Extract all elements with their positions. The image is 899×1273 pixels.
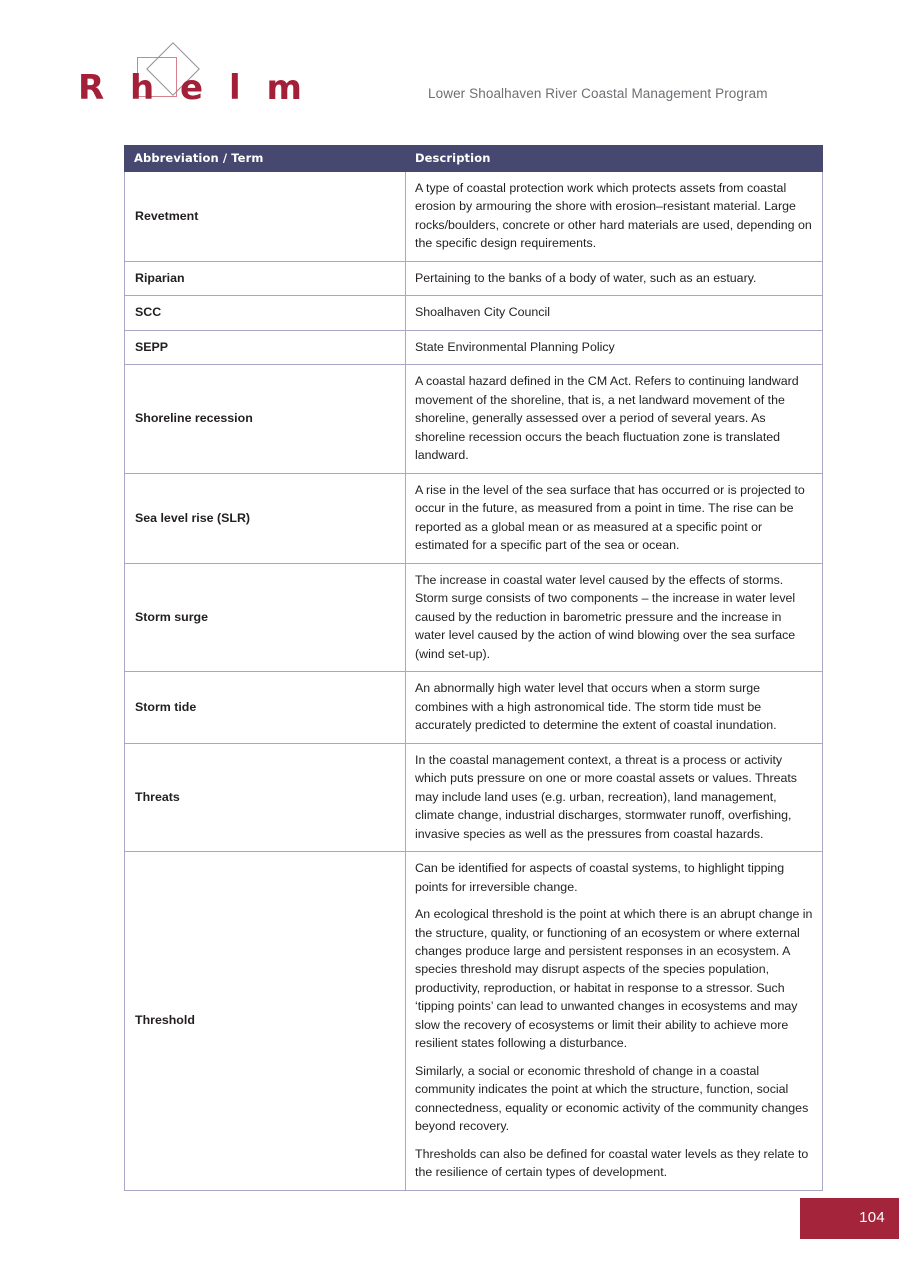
description-paragraph: Shoalhaven City Council: [415, 305, 550, 320]
page-header: [0, 0, 899, 135]
table-row: [125, 743, 823, 851]
term-cell: Threats: [125, 743, 406, 851]
rhelm-logo: [78, 45, 309, 115]
table-row: [125, 261, 823, 295]
term-cell: SEPP: [125, 330, 406, 364]
table-row: [125, 852, 823, 1191]
table-row: [125, 172, 823, 262]
description-paragraph: Pertaining to the banks of a body of water, such as an estuary.: [415, 270, 757, 285]
description-paragraph: A rise in the level of the sea surface that has occurred or is projected to occur in the future, as measured from a point in time. The rise can be reported as a global mean or as measured at a specific point or estimated for a specific part of the sea or ocean.: [415, 482, 805, 553]
description-paragraph: An abnormally high water level that occurs when a storm surge combines with a high astronomical tide. The storm tide must be accurately predicted to determine the extent of coastal inundation.: [415, 681, 777, 733]
table-row: [125, 563, 823, 671]
description-paragraph: Similarly, a social or economic threshold of change in a coastal community indicates the point at which the structure, function, social connectedness, equality or economic activity of the community changes beyond recovery.: [415, 1063, 809, 1134]
description-cell: [406, 672, 823, 743]
column-header-term: Abbreviation / Term: [125, 146, 406, 172]
description-cell: [406, 330, 823, 364]
table-header-row: [125, 146, 823, 172]
description-cell: [406, 296, 823, 330]
term-cell: Storm surge: [125, 563, 406, 671]
table-row: [125, 296, 823, 330]
logo-wordmark: R h e l m: [78, 68, 309, 108]
table-row: [125, 330, 823, 364]
table-body: [125, 172, 823, 1191]
term-cell: Storm tide: [125, 672, 406, 743]
column-header-description: Description: [406, 146, 823, 172]
term-cell: Threshold: [125, 852, 406, 1191]
description-paragraph: The increase in coastal water level caused by the effects of storms. Storm surge consists of two components – the increase in water level caused by the reduction in barometric pressure and the increase in water level caused by the action of wind blowing over the sea surface (wind set-up).: [415, 572, 796, 661]
table-row: [125, 473, 823, 563]
term-cell: SCC: [125, 296, 406, 330]
table-row: [125, 365, 823, 473]
description-paragraph: A type of coastal protection work which protects assets from coastal erosion by armouring the shore with erosion–resistant material. Large rocks/boulders, concrete or other hard materials are used, depending on the specific design requirements.: [415, 181, 812, 251]
description-paragraph: State Environmental Planning Policy: [415, 339, 615, 354]
description-cell: [406, 261, 823, 295]
table-row: [125, 672, 823, 743]
description-cell: [406, 473, 823, 563]
description-paragraph: An ecological threshold is the point at which there is an abrupt change in the structure, quality, or functioning of an ecosystem or where external changes produce large and persistent responses in an ecosystem. A species threshold may disrupt aspects of the species population, productivity, reproduction, or habitat in response to a stressor. Such ‘tipping points’ can lead to unwanted changes in ecosystems and may slow the recovery of ecosystems or limit their ability to achieve more resilient states following a disturbance.: [415, 907, 813, 1051]
description-cell: [406, 743, 823, 851]
description-cell: [406, 852, 823, 1191]
document-title: Lower Shoalhaven River Coastal Management Program: [428, 86, 768, 101]
description-cell: [406, 563, 823, 671]
term-cell: Revetment: [125, 172, 406, 262]
description-cell: [406, 365, 823, 473]
page-number: 104: [859, 1209, 885, 1226]
description-paragraph: A coastal hazard defined in the CM Act. Refers to continuing landward movement of the shoreline, that is, a net landward movement of the shoreline, generally assessed over a period of several years. As shoreline recession occurs the beach fluctuation zone is translated landward.: [415, 374, 799, 463]
term-cell: Riparian: [125, 261, 406, 295]
term-cell: Shoreline recession: [125, 365, 406, 473]
description-paragraph: Can be identified for aspects of coastal systems, to highlight tipping points for irreversible change.: [415, 861, 785, 894]
table-head: [125, 146, 823, 172]
page-number-box: [800, 1198, 899, 1239]
glossary-table: [124, 145, 823, 1191]
description-paragraph: Thresholds can also be defined for coastal water levels as they relate to the resilience of certain types of development.: [415, 1146, 809, 1180]
description-cell: [406, 172, 823, 262]
description-paragraph: In the coastal management context, a threat is a process or activity which puts pressure on one or more coastal assets or values. Threats may include land uses (e.g. urban, recreation), land management, climate change, industrial discharges, stormwater runoff, overfishing, invasive species as well as the pressures from coastal hazards.: [415, 752, 798, 841]
term-cell: Sea level rise (SLR): [125, 473, 406, 563]
